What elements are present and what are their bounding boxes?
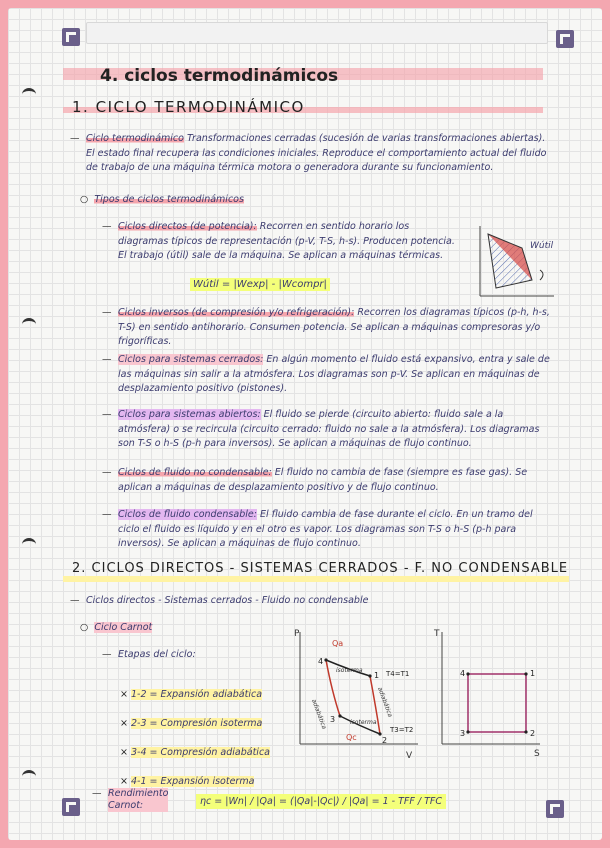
- section2-underline: [63, 576, 569, 582]
- section2-number: 2.: [72, 561, 87, 576]
- intro-term: Ciclo termodinámico: [86, 133, 184, 144]
- section1-number: 1.: [72, 98, 90, 116]
- item-term: Ciclos de fluido no condensable:: [118, 467, 272, 478]
- item-condensable: [118, 508, 550, 552]
- corner-mark-icon: [62, 798, 80, 816]
- pv-label-2: 2: [382, 736, 388, 745]
- pv-label-adiabatic-left: adiabática: [310, 698, 328, 731]
- page-header-box: [86, 22, 548, 44]
- binder-hole-icon: [22, 88, 36, 101]
- pv-label-t3t2: T3=T2: [390, 726, 414, 734]
- binder-hole-icon: [22, 318, 36, 331]
- pv-label-1: 1: [374, 671, 380, 680]
- ts-label-3: 3: [460, 729, 466, 738]
- pv-label-4: 4: [318, 657, 324, 666]
- pv-label-isotherm-top: isoterma: [336, 667, 363, 674]
- ts-cycle-rect: [468, 674, 526, 732]
- efficiency-label-line2: Carnot:: [108, 800, 168, 812]
- title-text: ciclos termodinámicos: [124, 66, 339, 86]
- stage-text: 3-4 = Compresión adiabática: [130, 747, 270, 758]
- stage-item: × 3-4 = Compresión adiabática: [120, 747, 270, 758]
- pv-y-label: P: [294, 629, 300, 639]
- pv-label-isotherm-bottom: isoterma: [350, 719, 377, 726]
- pv-point-1: [368, 674, 371, 677]
- corner-mark-icon: [546, 800, 564, 818]
- stage-item: × 2-3 = Compresión isoterma: [120, 718, 263, 729]
- section1-heading: [72, 98, 305, 116]
- item-term: Ciclos para sistemas abiertos:: [118, 409, 261, 420]
- carnot-label: Ciclo Carnot: [94, 622, 153, 633]
- efficiency-label-line1: — Rendimiento: [108, 788, 169, 799]
- item-text: El fluido se pierde (circuito abierto: fluido sale a la atmósfera) o se recircula (circuito cerrado: fluido no sale a la atmósfera). Los diagramas son T-S o h-S (p-h para inversos). Se aplican a máquinas de flujo continuo.: [118, 409, 540, 449]
- work-formula: Wútil = |Wexp| - |Wcompr|: [190, 278, 330, 291]
- pv-label-adiabatic-right: adiabática: [376, 686, 394, 719]
- ts-x-label: S: [534, 749, 540, 759]
- ts-point-1: [524, 672, 527, 675]
- efficiency-formula: ηc = |Wn| / |Qa| = (|Qa|-|Qc|) / |Qa| = 1 - TFF / TFC: [196, 794, 446, 809]
- corner-mark-icon: [62, 28, 80, 46]
- pv-label-qa: Qa: [332, 639, 344, 648]
- ts-label-1: 1: [530, 669, 536, 678]
- pv-label-qc: Qc: [346, 733, 357, 742]
- pv-point-4: [324, 658, 327, 661]
- work-diagram: [474, 222, 558, 302]
- item-inverse-cycles: [118, 306, 550, 350]
- ts-point-3: [466, 730, 469, 733]
- section2-heading: [72, 561, 568, 576]
- carnot-bullet: ○ Ciclo Carnot: [80, 622, 153, 633]
- ts-point-2: [524, 730, 527, 733]
- item-term: Ciclos de fluido condensable:: [118, 509, 257, 520]
- stage-text: 2-3 = Compresión isoterma: [130, 718, 263, 729]
- intro-paragraph: [86, 132, 548, 176]
- pv-x-label: V: [406, 751, 413, 761]
- item-direct-cycles: [118, 220, 458, 264]
- item-text: El fluido cambia de fase durante el ciclo. En un tramo del ciclo el fluido es líquido y en el otro es vapor. Los diagramas son T-S o h-S (p-h para inversos). Se aplican a máquinas de flujo continuo.: [118, 509, 533, 549]
- pv-point-3: [338, 714, 341, 717]
- stage-item: × 4-1 = Expansión isoterma: [120, 776, 255, 787]
- intro-text: Transformaciones cerradas (sucesión de varias transformaciones abiertas). El estado final recupera las condiciones iniciales. Reproduce el comportamiento actual del fluido de trabajo de una máquina térmica motora o generadora durante su funcionamiento.: [86, 133, 547, 173]
- page-title: [100, 66, 338, 86]
- item-term: Ciclos para sistemas cerrados:: [118, 354, 264, 365]
- pv-label-t4t1: T4=T1: [386, 670, 410, 678]
- section2-title: CICLOS DIRECTOS - SISTEMAS CERRADOS - F. NO CONDENSABLE: [91, 561, 569, 576]
- stage-text: 4-1 = Expansión isoterma: [130, 776, 255, 787]
- work-diagram-label: Wútil: [530, 241, 554, 251]
- types-label: Tipos de ciclos termodinámicos: [94, 194, 244, 205]
- item-text: En algún momento el fluido está expansivo, entra y sale de las máquinas sin salir a la atmósfera. Los diagramas son p-V. Se aplican en máquinas de desplazamiento positivo (pistones).: [118, 354, 550, 394]
- section2-subtitle-text: Ciclos directos - Sistemas cerrados - Fluido no condensable: [86, 595, 369, 606]
- item-non-condensable: [118, 466, 550, 495]
- item-text: El fluido no cambia de fase (siempre es fase gas). Se aplican a máquinas de desplazamiento positivo y de flujo continuo.: [118, 467, 528, 493]
- item-text: Recorren los diagramas típicos (p-h, h-s, T-S) en sentido antihorario. Consumen potencia. Se aplican a máquinas compresoras y/o frigoríficas.: [118, 307, 550, 347]
- types-bullet: ○ Tipos de ciclos termodinámicos: [80, 194, 244, 205]
- binder-hole-icon: [22, 538, 36, 551]
- item-open-systems: [118, 408, 550, 452]
- item-term: Ciclos directos (de potencia):: [118, 221, 257, 232]
- ts-label-4: 4: [460, 669, 466, 678]
- pv-diagram: [290, 626, 424, 764]
- ts-label-2: 2: [530, 729, 536, 738]
- efficiency-label: [108, 788, 168, 812]
- section2-subtitle: [86, 594, 368, 609]
- item-closed-systems: [118, 353, 550, 397]
- stages-header: [118, 648, 196, 663]
- pv-label-3: 3: [330, 715, 336, 724]
- ts-point-4: [466, 672, 469, 675]
- item-term: Ciclos inversos (de compresión y/o refrigeración):: [118, 307, 355, 318]
- binder-hole-icon: [22, 770, 36, 783]
- rotation-arrow-icon: [540, 270, 543, 280]
- stage-text: 1-2 = Expansión adiabática: [130, 689, 263, 700]
- ts-y-label: T: [434, 629, 440, 639]
- title-number: 4.: [100, 66, 119, 86]
- item-text: Recorren en sentido horario los diagramas típicos de representación (p-V, T-S, h-s). Producen potencia. El trabajo (útil) sale de la máquina. Se aplican a máquinas térmicas.: [118, 221, 455, 261]
- section1-title: CICLO TERMODINÁMICO: [95, 98, 305, 116]
- stage-item: × 1-2 = Expansión adiabática: [120, 689, 263, 700]
- ts-diagram: [432, 626, 544, 760]
- stages-list: [120, 680, 270, 796]
- notebook-page: [8, 8, 602, 840]
- stages-label: Etapas del ciclo:: [118, 649, 196, 660]
- corner-mark-icon: [556, 30, 574, 48]
